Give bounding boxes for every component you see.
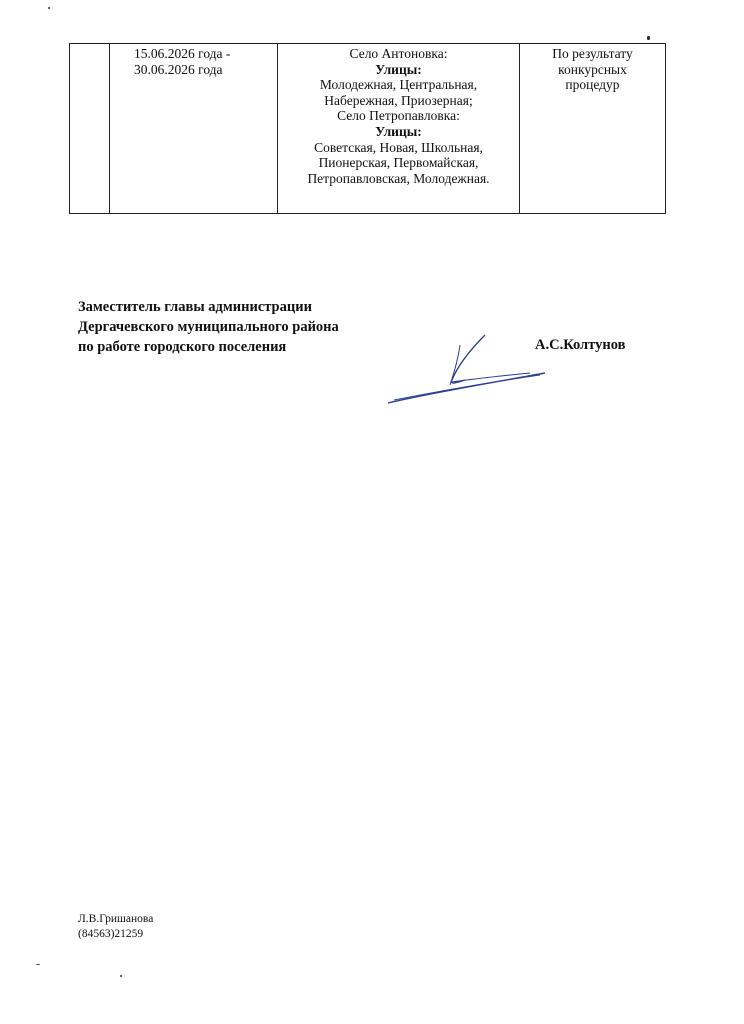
address-line: Село Петропавловка:	[337, 108, 460, 124]
address-line: Пионерская, Первомайская,	[318, 155, 479, 171]
address-line: Село Антоновка:	[349, 46, 448, 61]
table-cell-result	[520, 44, 666, 214]
address-line: Молодежная, Центральная,	[319, 77, 478, 93]
table-row	[70, 44, 666, 214]
scan-speck	[36, 964, 40, 965]
position-line: Дергачевского муниципального района	[78, 319, 339, 335]
address-line: Улицы:	[375, 61, 422, 77]
period-line: 15.06.2026 года -	[134, 46, 231, 61]
scan-speck	[48, 7, 50, 9]
executor-info	[78, 912, 153, 942]
schedule-table	[69, 43, 666, 214]
handwritten-signature	[380, 325, 550, 410]
position-line: по работе городского поселения	[78, 339, 287, 355]
table-cell-number	[70, 44, 110, 214]
table-cell-addresses	[278, 44, 520, 214]
address-line: Советская, Новая, Школьная,	[314, 139, 483, 155]
table-cell-period	[110, 44, 278, 214]
result-line: конкурсных	[558, 61, 627, 77]
signatory-name: А.С.Колтунов	[535, 337, 626, 353]
signatory-position	[78, 297, 339, 357]
result-line: По результату	[552, 46, 633, 61]
address-line: Петропавловская, Молодежная.	[307, 170, 490, 186]
result-line: процедур	[565, 77, 620, 93]
executor-name: Л.В.Гришанова	[78, 913, 154, 925]
address-line: Набережная, Приозерная;	[324, 92, 473, 108]
scan-speck	[647, 36, 650, 40]
position-line: Заместитель главы администрации	[78, 299, 312, 315]
address-line: Улицы:	[375, 123, 422, 139]
period-line: 30.06.2026 года	[134, 61, 223, 77]
scan-speck	[120, 975, 122, 977]
executor-phone: (84563)21259	[78, 928, 144, 940]
